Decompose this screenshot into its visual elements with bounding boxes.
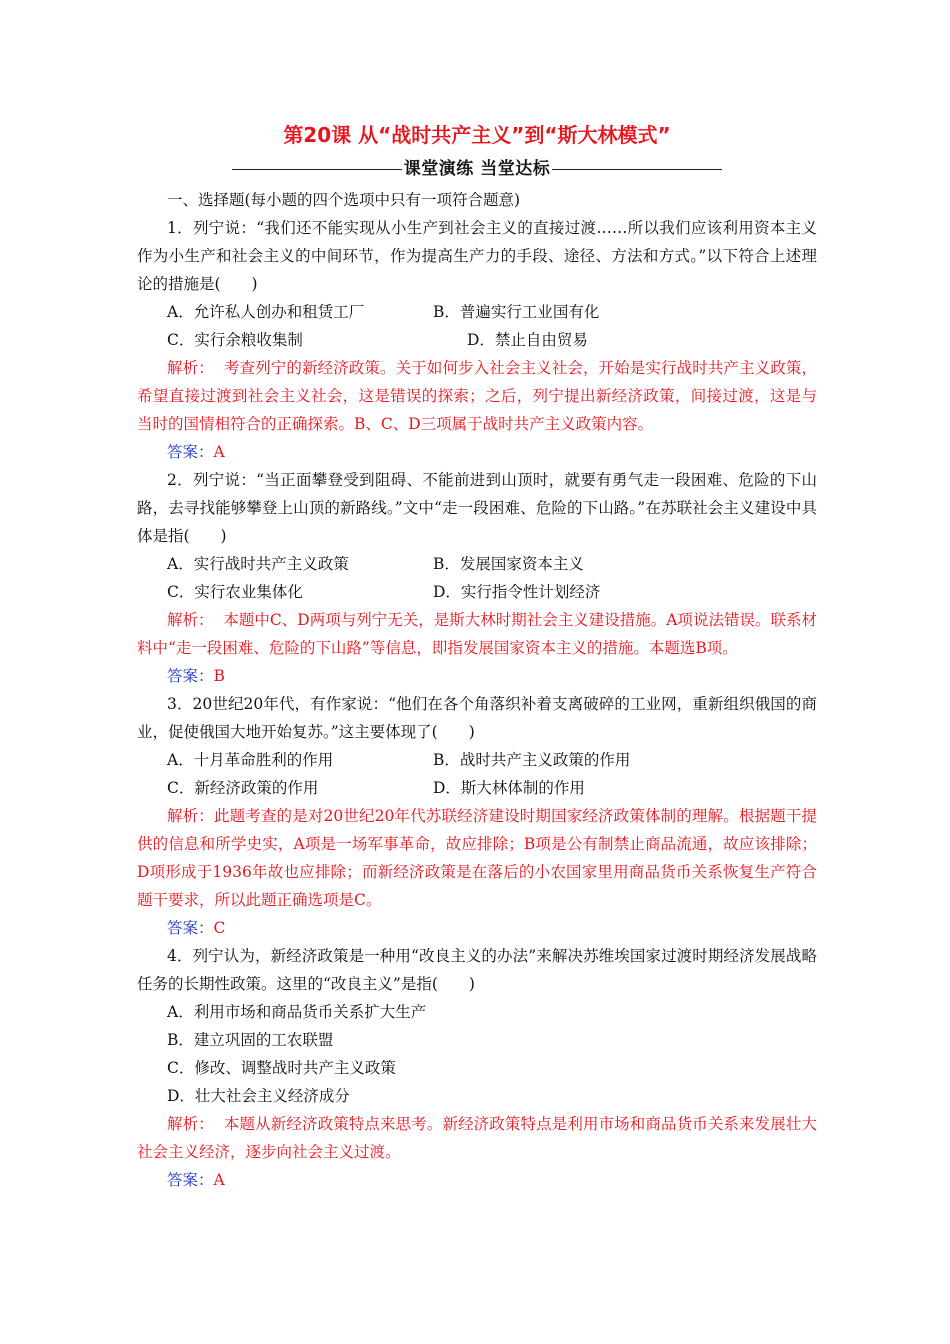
option-d: D．实行指令性计划经济 <box>433 583 601 601</box>
option-b: B．普遍实行工业国有化 <box>433 303 600 321</box>
analysis <box>137 1110 817 1166</box>
subtitle-right-rule <box>552 169 722 170</box>
question-2 <box>137 466 817 690</box>
question-1 <box>137 214 817 466</box>
option-d: D．壮大社会主义经济成分 <box>167 1087 350 1105</box>
option-row <box>137 550 817 578</box>
option-c: C．实行农业集体化 <box>167 583 303 601</box>
option-c: C．新经济政策的作用 <box>167 779 319 797</box>
answer <box>137 662 817 690</box>
option-row <box>137 298 817 326</box>
analysis <box>137 802 817 914</box>
option-b: B．战时共产主义政策的作用 <box>433 751 631 769</box>
analysis-text: 本题从新经济政策特点来思考。新经济政策特点是利用市场和商品货币关系来发展壮大社会主义经济，逐步向社会主义过渡。 <box>137 1115 817 1161</box>
question-stem: 3．20世纪20年代，有作家说：“他们在各个角落织补着支离破碎的工业网，重新组织俄国的商业，促使俄国大地开始复苏。”这主要体现了( ) <box>137 695 817 741</box>
option-row <box>137 326 817 354</box>
option-c: C．实行余粮收集制 <box>167 331 303 349</box>
option-row <box>137 774 817 802</box>
question-3 <box>137 690 817 942</box>
section-heading: 一、选择题(每小题的四个选项中只有一项符合题意) <box>167 191 521 209</box>
option-a: A．实行战时共产主义政策 <box>167 555 349 573</box>
answer-label: 答案： <box>167 443 214 461</box>
analysis-label: 解析： <box>167 611 214 629</box>
option-row <box>137 578 817 606</box>
answer-value: C <box>213 919 226 937</box>
option-d: D．禁止自由贸易 <box>467 331 588 349</box>
question-4 <box>137 942 817 1194</box>
question-stem: 2．列宁说：“当正面攀登受到阻碍、不能前进到山顶时，就要有勇气走一段困难、危险的下山路，去寻找能够攀登上山顶的新路线。”文中“走一段困难、危险的下山路。”在苏联社会主义建设中具体是指( ) <box>137 471 817 545</box>
analysis <box>137 606 817 662</box>
option-a: A．十月革命胜利的作用 <box>167 751 334 769</box>
answer <box>137 1166 817 1194</box>
option-c: C．修改、调整战时共产主义政策 <box>167 1059 396 1077</box>
option-a: A．允许私人创办和租赁工厂 <box>167 303 365 321</box>
analysis-label: 解析： <box>167 807 214 825</box>
answer <box>137 438 817 466</box>
analysis-text: 考查列宁的新经济政策。关于如何步入社会主义社会，开始是实行战时共产主义政策，希望直接过渡到社会主义社会，这是错误的探索；之后，列宁提出新经济政策，间接过渡，这是与当时的国情相符合的正确探索。B、C、D三项属于战时共产主义政策内容。 <box>137 359 817 433</box>
option-row <box>137 746 817 774</box>
question-stem: 1．列宁说：“我们还不能实现从小生产到社会主义的直接过渡……所以我们应该利用资本主义作为小生产和社会主义的中间环节，作为提高生产力的手段、途径、方法和方式。”以下符合上述理论的措施是( ) <box>137 219 817 293</box>
answer-value: B <box>213 667 225 685</box>
analysis-text: 本题中C、D两项与列宁无关，是斯大林时期社会主义建设措施。A项说法错误。联系材料中“走一段困难、危险的下山路”等信息，即指发展国家资本主义的措施。本题选B项。 <box>137 611 817 657</box>
answer-value: A <box>213 443 225 461</box>
answer-label: 答案： <box>167 919 214 937</box>
answer-label: 答案： <box>167 1171 214 1189</box>
option-b: B．发展国家资本主义 <box>433 555 584 573</box>
answer <box>137 914 817 942</box>
question-stem: 4．列宁认为，新经济政策是一种用“改良主义的办法”来解决苏维埃国家过渡时期经济发展战略任务的长期性政策。这里的“改良主义”是指( ) <box>137 947 817 993</box>
analysis-label: 解析： <box>167 359 214 377</box>
page-title: 第20课 从“战时共产主义”到“斯大林模式” <box>283 123 671 147</box>
answer-label: 答案： <box>167 667 214 685</box>
option-b: B．建立巩固的工农联盟 <box>167 1031 334 1049</box>
analysis <box>137 354 817 438</box>
subtitle-left-rule <box>232 169 402 170</box>
subtitle-row <box>137 154 817 184</box>
option-a: A．利用市场和商品货币关系扩大生产 <box>167 1003 427 1021</box>
analysis-text: 此题考查的是对20世纪20年代苏联经济建设时期国家经济政策体制的理解。根据题干提供的信息和所学史实，A项是一场军事革命，故应排除；B项是公有制禁止商品流通，故应该排除；D项形成于1936年故也应排除；而新经济政策是在落后的小农国家里用商品货币关系恢复生产符合题干要求，所以此题正确选项是C。 <box>137 807 817 909</box>
answer-value: A <box>213 1171 225 1189</box>
option-d: D．斯大林体制的作用 <box>433 779 585 797</box>
page-subtitle: 课堂演练 当堂达标 <box>403 159 551 179</box>
analysis-label: 解析： <box>167 1115 214 1133</box>
document-page <box>137 118 817 1194</box>
